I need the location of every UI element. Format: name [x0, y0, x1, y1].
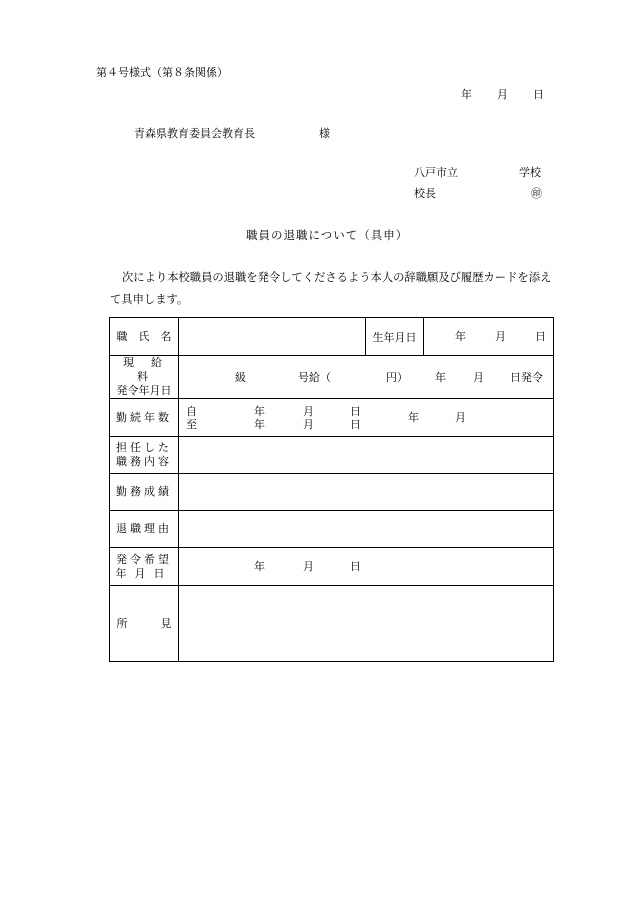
- table-row-reason: [110, 511, 554, 548]
- label-service-years: 勤続年数: [110, 399, 179, 437]
- seal-mark: ㊞: [531, 187, 542, 200]
- table-row-duties: [110, 437, 554, 474]
- label-name: 職 氏 名: [110, 318, 179, 356]
- from-label: 自: [186, 405, 197, 418]
- field-remarks[interactable]: [179, 586, 554, 662]
- label-salary: 現 給 料 発令年月日: [110, 356, 179, 399]
- to-label: 至: [186, 418, 197, 431]
- desired-month-unit: 月: [303, 560, 314, 573]
- table-row-service: [110, 399, 554, 437]
- salary-step-unit: 号給（: [298, 370, 331, 384]
- total-month-unit: 月: [455, 411, 466, 424]
- from-year-unit: 年: [254, 405, 265, 418]
- grade-unit: 級: [235, 370, 246, 384]
- field-performance[interactable]: [179, 474, 554, 511]
- date-year: 年: [461, 88, 472, 101]
- sender-city: 八戸市立: [414, 166, 458, 179]
- table-row-remarks: [110, 586, 554, 662]
- field-duties[interactable]: [179, 437, 554, 474]
- total-year-unit: 年: [408, 411, 419, 424]
- label-birthdate: 生年月日: [366, 318, 424, 356]
- label-performance: 勤務成績: [110, 474, 179, 511]
- to-year-unit: 年: [254, 418, 265, 431]
- body-text-line2: て具申します。: [110, 293, 189, 306]
- issue-day-unit: 日発令: [510, 370, 543, 384]
- body-text-line1: 次により本校職員の退職を発令してくださるよう本人の辞職願及び履歴カードを添え: [122, 271, 552, 284]
- field-reason[interactable]: [179, 511, 554, 548]
- desired-year-unit: 年: [254, 560, 265, 573]
- birth-month-unit: 月: [495, 330, 506, 343]
- to-month-unit: 月: [303, 418, 314, 431]
- issue-month-unit: 月: [473, 370, 484, 384]
- birth-year-unit: 年: [455, 330, 466, 343]
- label-desired-date: 発令希望 年月日: [110, 548, 179, 586]
- date-month: 月: [497, 88, 508, 101]
- issue-year-unit: 年: [435, 370, 446, 384]
- desired-day-unit: 日: [350, 560, 361, 573]
- field-salary[interactable]: [179, 356, 554, 399]
- from-month-unit: 月: [303, 405, 314, 418]
- birth-day-unit: 日: [535, 330, 546, 343]
- field-desired-date[interactable]: [179, 548, 554, 586]
- sender-school: 学校: [519, 166, 541, 179]
- table-row-name: [110, 318, 554, 356]
- addressee-honorific: 様: [319, 127, 330, 140]
- date-day: 日: [533, 88, 544, 101]
- field-service-years[interactable]: [179, 399, 554, 437]
- label-remarks: 所 見: [110, 586, 179, 662]
- from-day-unit: 日: [350, 405, 361, 418]
- sender-principal: 校長: [414, 187, 436, 200]
- form-number: 第４号様式（第８条関係）: [96, 66, 228, 79]
- label-reason: 退職理由: [110, 511, 179, 548]
- field-birthdate[interactable]: [424, 318, 554, 356]
- table-row-desired-date: [110, 548, 554, 586]
- table-row-salary: [110, 356, 554, 399]
- to-day-unit: 日: [350, 418, 361, 431]
- yen-unit: 円）: [386, 370, 408, 384]
- table-row-performance: [110, 474, 554, 511]
- field-name[interactable]: [179, 318, 366, 356]
- addressee-name: 青森県教育委員会教育長: [134, 127, 255, 140]
- label-duties: 担任した 職務内容: [110, 437, 179, 474]
- document-title: 職員の退職について（具申）: [246, 228, 409, 242]
- resignation-form-table: [109, 317, 554, 662]
